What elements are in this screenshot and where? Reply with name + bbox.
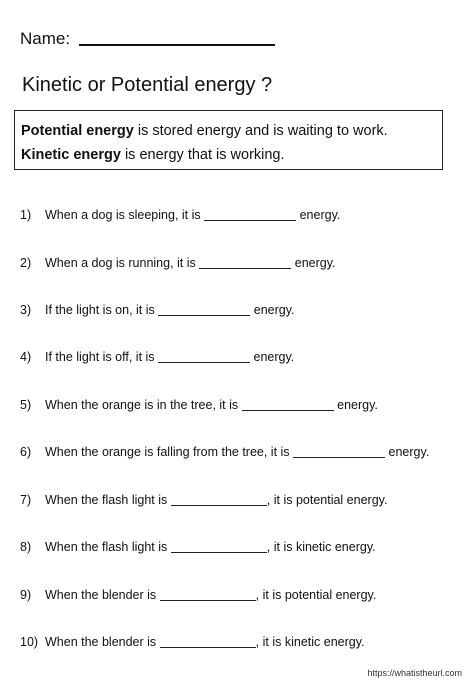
question-text (45, 398, 378, 412)
question-text (45, 303, 295, 317)
question-prompt: When the orange is falling from the tree, it is (45, 445, 290, 459)
question-prompt: When a dog is sleeping, it is (45, 208, 201, 222)
question-prompt: When the orange is in the tree, it is (45, 398, 239, 412)
answer-blank[interactable] (158, 303, 250, 316)
definition-box (14, 110, 443, 170)
answer-blank[interactable] (199, 256, 291, 269)
question-text (45, 493, 387, 507)
name-blank-line (79, 28, 275, 46)
kinetic-definition (21, 143, 442, 167)
potential-term: Potential energy (21, 123, 134, 139)
question-suffix: , it is kinetic energy. (255, 635, 365, 649)
question-suffix: , it is potential energy. (266, 493, 388, 507)
question-prompt: When the flash light is (45, 493, 168, 507)
name-label: Name: (20, 29, 71, 48)
source-url: https://whatistheurl.com (367, 668, 462, 678)
question-number: 2) (20, 256, 32, 270)
kinetic-term: Kinetic energy (21, 147, 121, 163)
answer-blank[interactable] (242, 398, 334, 411)
question-suffix: , it is potential energy. (255, 588, 377, 602)
kinetic-text: is energy that is working. (120, 147, 285, 163)
question-text (45, 588, 376, 602)
question-text (45, 540, 376, 554)
question-prompt: When the flash light is (45, 540, 168, 554)
question-suffix: energy. (253, 350, 295, 364)
question-number: 6) (20, 445, 32, 459)
question-text (45, 635, 365, 649)
name-row (20, 28, 275, 49)
question-number: 9) (20, 588, 32, 602)
question-suffix: energy. (294, 256, 336, 270)
answer-blank[interactable] (171, 540, 267, 553)
question-number: 1) (20, 208, 32, 222)
question-number: 4) (20, 350, 32, 364)
answer-blank[interactable] (171, 493, 267, 506)
answer-blank[interactable] (160, 635, 256, 648)
potential-definition (21, 119, 442, 143)
answer-blank[interactable] (158, 350, 250, 363)
question-prompt: If the light is off, it is (45, 350, 155, 364)
question-suffix: energy. (299, 208, 341, 222)
potential-text: is stored energy and is waiting to work. (133, 123, 388, 139)
question-prompt: When the blender is (45, 635, 157, 649)
question-prompt: When the blender is (45, 588, 157, 602)
question-suffix: energy. (253, 303, 295, 317)
question-text (45, 350, 294, 364)
question-number: 7) (20, 493, 32, 507)
answer-blank[interactable] (160, 588, 256, 601)
question-prompt: If the light is on, it is (45, 303, 155, 317)
worksheet-title: Kinetic or Potential energy ? (22, 74, 273, 96)
question-number: 8) (20, 540, 32, 554)
question-suffix: , it is kinetic energy. (266, 540, 376, 554)
question-text (45, 445, 429, 459)
question-number: 3) (20, 303, 32, 317)
question-suffix: energy. (337, 398, 378, 412)
question-number: 10) (20, 635, 39, 649)
answer-blank[interactable] (293, 445, 385, 458)
answer-blank[interactable] (204, 208, 296, 221)
question-prompt: When a dog is running, it is (45, 256, 196, 270)
question-text (45, 208, 340, 222)
question-text (45, 256, 336, 270)
question-suffix: energy. (388, 445, 430, 459)
question-number: 5) (20, 398, 32, 412)
